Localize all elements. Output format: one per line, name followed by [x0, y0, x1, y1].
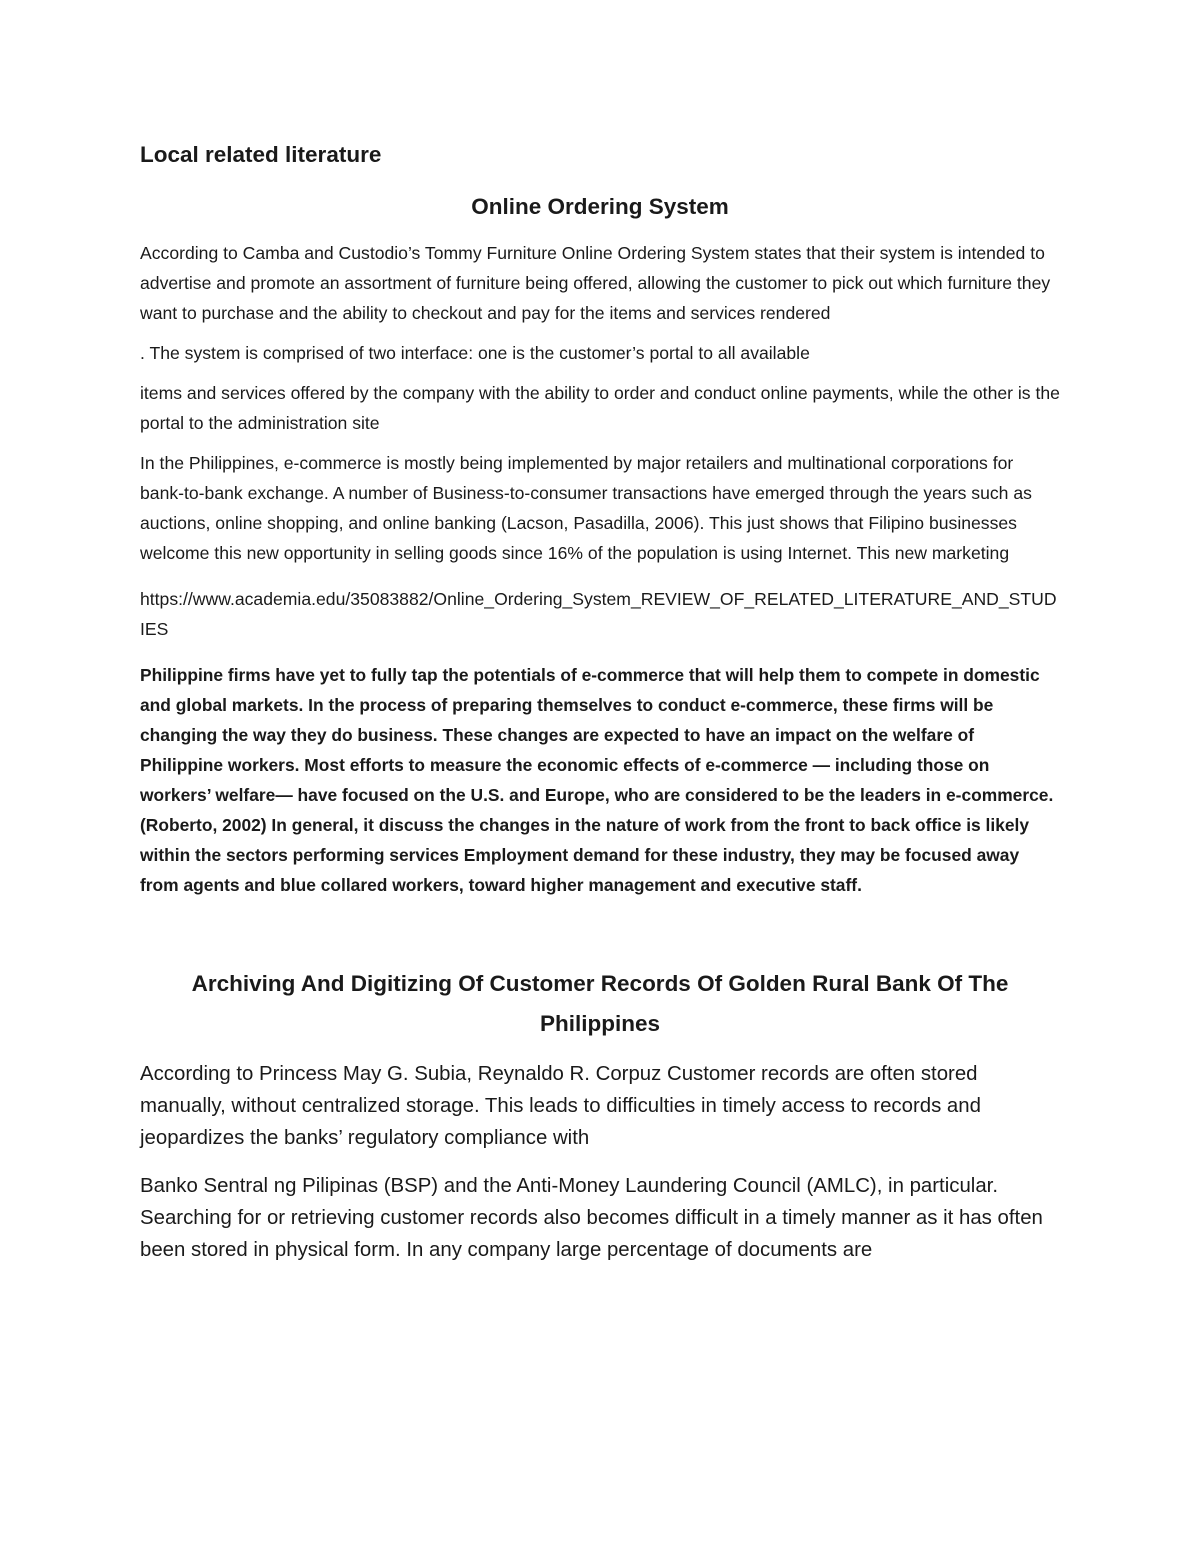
archiving-paragraph-2: Banko Sentral ng Pilipinas (BSP) and the Anti-Money Laundering Council (AMLC), in particular. Searching for or retrieving customer records also becomes difficult in a timely manner as it has often been stored in physical form. In any company large percentage of documents are — [140, 1175, 1043, 1261]
document-body — [140, 140, 1060, 1266]
online-ordering-paragraph-3: items and services offered by the company with the ability to order and conduct online payments, while the other is the portal to the administration site — [140, 383, 1060, 433]
archiving-heading: Archiving And Digitizing Of Customer Records Of Golden Rural Bank Of The Philippines — [191, 971, 1009, 1036]
online-ordering-heading: Online Ordering System — [471, 194, 729, 219]
online-ordering-paragraph-1: According to Camba and Custodio’s Tommy Furniture Online Ordering System states that their system is intended to advertise and promote an assortment of furniture being offered, allowing the customer to pick out which furniture they want to purchase and the ability to checkout and pay for the items and services rendered — [140, 243, 1051, 323]
source-url: https://www.academia.edu/35083882/Online_Ordering_System_REVIEW_OF_RELATED_LITERATURE_AND_STUDIES — [140, 589, 1057, 639]
section-title: Local related literature — [140, 142, 382, 167]
bold-paragraph: Philippine firms have yet to fully tap the potentials of e-commerce that will help them to compete in domestic and global markets. In the process of preparing themselves to conduct e-commerce, these firms will be changing the way they do business. These changes are expected to have an impact on the welfare of Philippine workers. Most efforts to measure the economic effects of e-commerce — including those on workers’ welfare— have focused on the U.S. and Europe, who are considered to be the leaders in e-commerce. (Roberto, 2002) In general, it discuss the changes in the nature of work from the front to back office is likely within the sectors performing services Employment demand for these industry, they may be focused away from agents and blue collared workers, toward higher management and executive staff. — [140, 665, 1054, 895]
online-ordering-paragraph-4: In the Philippines, e-commerce is mostly being implemented by major retailers and multinational corporations for bank-to-bank exchange. A number of Business-to-consumer transactions have emerged through the years such as auctions, online shopping, and online banking (Lacson, Pasadilla, 2006). This just shows that Filipino businesses welcome this new opportunity in selling goods since 16% of the population is using Internet. This new marketing — [140, 453, 1032, 563]
archiving-paragraph-1: According to Princess May G. Subia, Reynaldo R. Corpuz Customer records are often stored manually, without centralized storage. This leads to difficulties in timely access to records and jeopardizes the banks’ regulatory compliance with — [140, 1063, 981, 1149]
online-ordering-paragraph-2: . The system is comprised of two interface: one is the customer’s portal to all available — [140, 343, 810, 363]
